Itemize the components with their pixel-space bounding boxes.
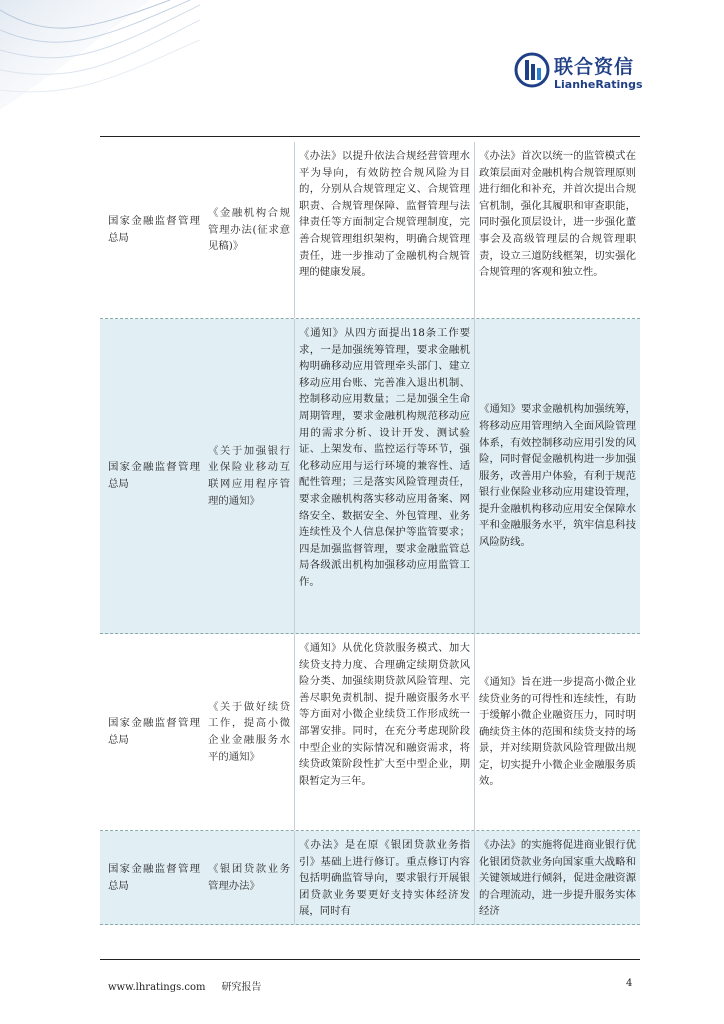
document-cell: 《金融机构合规管理办法(征求意见稿)》 [208, 207, 290, 253]
footer-divider [100, 959, 640, 960]
impact-cell: 《通知》旨在进一步提高小微企业续贷业务的可得性和连续性，有助于缓解小微企业融资压力，同时明确续贷主体的范围和续贷支持的场景，并对续期贷款风险管理做出规定，切实提升小微企业金融服务质效。 [474, 634, 640, 830]
content-cell: 《通知》从优化贷款服务模式、加大续贷支持力度、合理确定续期贷款风险分类、加强续期贷款风险管理、完善尽职免责机制、提升融资服务水平等方面对小微企业续贷工作形成统一部署安排。同时，在充分考虑现阶段中型企业的实际情况和融资需求，将续贷政策阶段性扩大至中型企业，期限暂定为三年。 [294, 634, 474, 830]
regulator-cell: 国家金融监督管理总局 [108, 717, 200, 746]
table-row [100, 319, 640, 634]
table-row [100, 634, 640, 831]
regulation-table [100, 142, 640, 925]
table-row [100, 142, 640, 319]
company-logo [514, 52, 664, 96]
content-cell: 《办法》以提升依法合规经营管理水平为导向，有效防控合规风险为目的，分别从合规管理定义、合规管理职责、合规管理保障、监督管理与法律责任等方面制定合规管理制度，完善合规管理组织架构，明确合规管理责任，进一步推动了金融机构合规管理的健康发展。 [294, 142, 474, 318]
impact-cell: 《通知》要求金融机构加强统筹，将移动应用管理纳入全面风险管理体系，有效控制移动应用引发的风险，同时督促金融机构进一步加强服务，改善用户体验，有利于规范银行业保险业移动应用建设管理，提升金融机构移动应用安全保障水平和金融服务水平，筑牢信息科技风险防线。 [474, 319, 640, 633]
corner-decoration [0, 0, 200, 120]
table-row [100, 831, 640, 925]
document-cell: 《关于做好续贷工作，提高小微企业金融服务水平的通知》 [208, 700, 290, 763]
regulator-cell: 国家金融监督管理总局 [108, 862, 200, 892]
header-divider [100, 136, 640, 137]
regulator-cell: 国家金融监督管理总局 [108, 461, 200, 490]
brand-name-en: LianheRatings [554, 78, 643, 91]
impact-cell: 《办法》的实施将促进商业银行优化银团贷款业务向国家重大战略和关键领域进行倾斜，促进金融资源的合理流动，进一步提升服务实体经济 [474, 831, 640, 924]
lianhe-logo-icon [514, 52, 550, 88]
document-cell: 《银团贷款业务管理办法》 [208, 862, 290, 892]
document-cell: 《关于加强银行业保险业移动互联网应用程序管理的通知》 [208, 444, 290, 507]
footer-info [108, 978, 261, 993]
content-cell: 《通知》从四方面提出18条工作要求，一是加强统筹管理，要求金融机构明确移动应用管理牵头部门、建立移动应用台账、完善准入退出机制、控制移动应用数量；二是加强全生命周期管理，要求金融机构规范移动应用的需求分析、设计开发、测试验证、上架发布、监控运行等环节，强化移动应用与运行环境的兼容性、适配性管理；三是落实风险管理责任，要求金融机构落实移动应用备案、网络安全、数据安全、外包管理、业务连续性及个人信息保护等监管要求；四是加强监督管理，要求金融监管总局各级派出机构加强移动应用监管工作。 [294, 319, 474, 633]
footer-label: 研究报告 [221, 982, 262, 993]
page-number: 4 [626, 978, 633, 989]
footer-site-link[interactable]: www.lhratings.com [108, 982, 206, 993]
regulator-cell: 国家金融监督管理总局 [108, 215, 200, 244]
content-cell: 《办法》是在原《银团贷款业务指引》基础上进行修订。重点修订内容包括明确监管导向，要求银行开展银团贷款业务要更好支持实体经济发展，同时有 [294, 831, 474, 924]
brand-name-cn: 联合资信 [554, 56, 635, 78]
impact-cell: 《办法》首次以统一的监管模式在政策层面对金融机构合规管理原则进行细化和补充，并首次提出合规官机制，强化其履职和审查职能，同时强化顶层设计，进一步强化董事会及高级管理层的合规管理职责，设立三道防线框架，切实强化合规管理的客观和独立性。 [474, 142, 640, 318]
